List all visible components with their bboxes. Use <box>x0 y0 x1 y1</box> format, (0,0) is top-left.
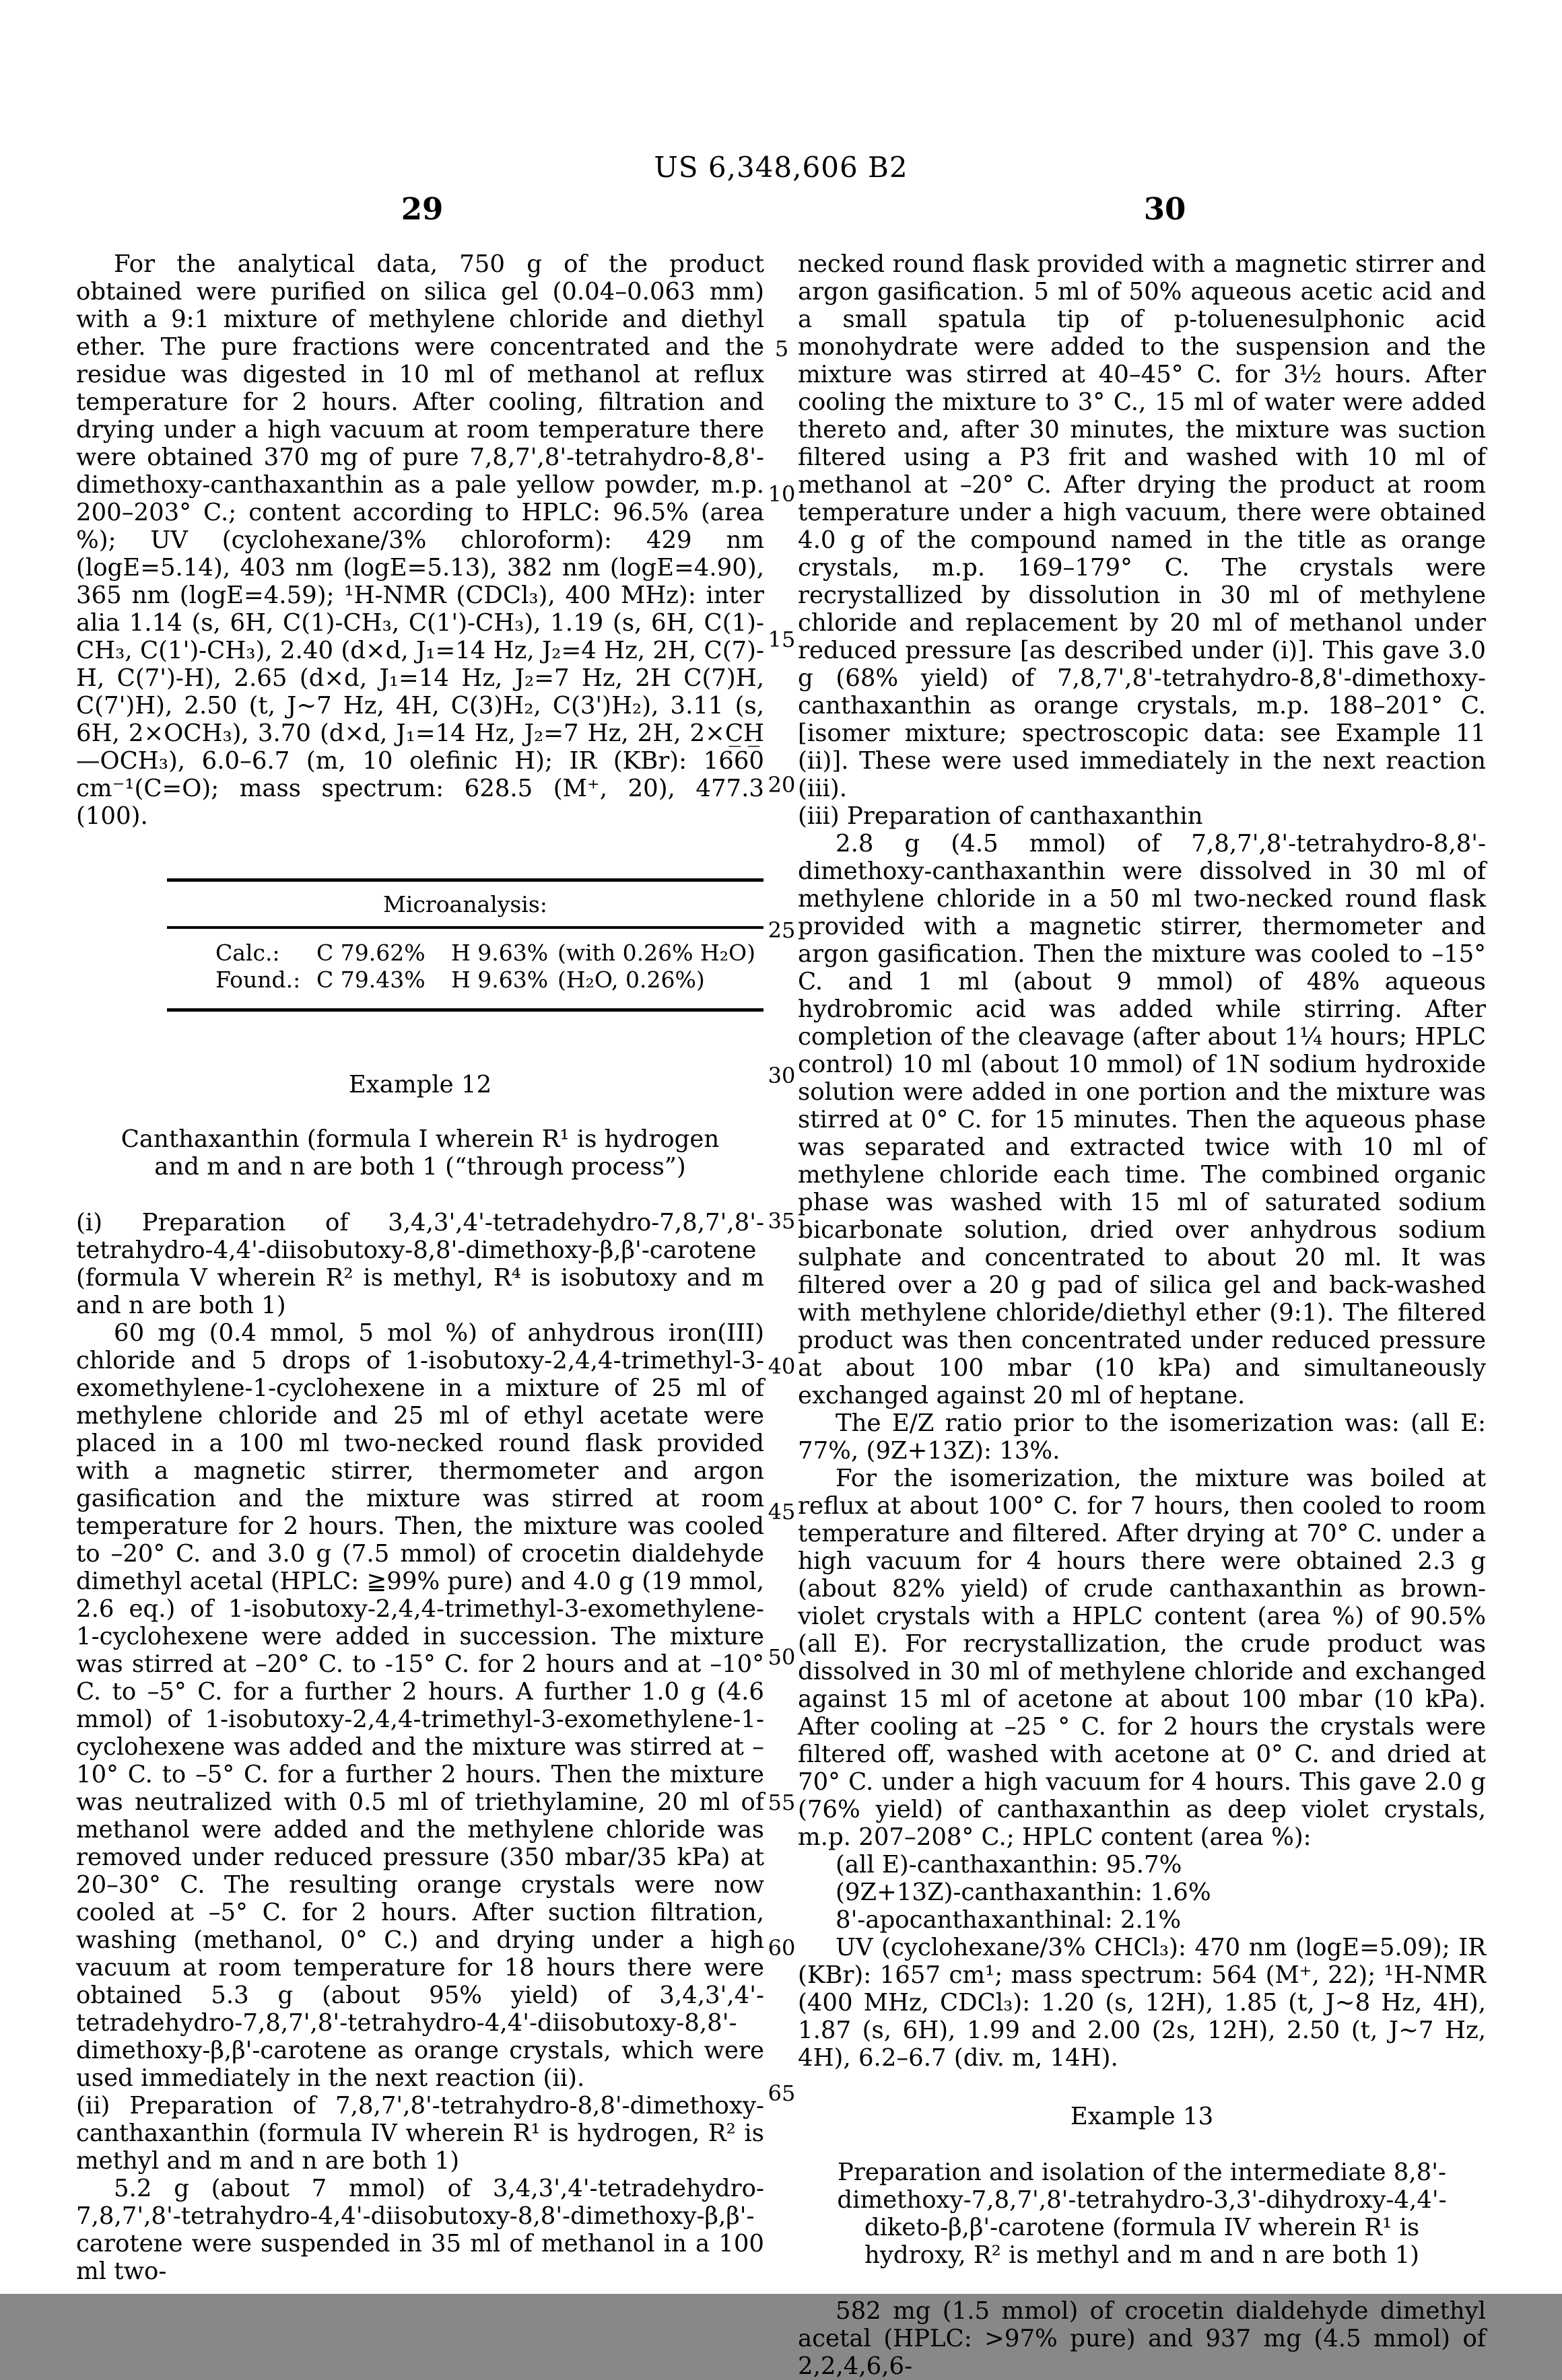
paragraph-isomerization: For the isomerization, the mixture was boiled at reflux at about 100° C. for 7 hours, then cooled to room temperature and filtered. After drying at 70° C. under a high vacuum for 4 hours there were obtained 2.3 g (about 82% yield) of crude canthaxanthin as brown-violet crystals with a HPLC content (area %) of 90.5% (all E). For recrystallization, the crude product was dissolved in 30 ml of methylene chloride and exchanged against 15 ml of acetone at about 100 mbar (10 kPa). After cooling at –25 ° C. for 2 hours the crystals were filtered off, washed with acetone at 0° C. and dried at 70° C. under a high vacuum for 4 hours. This gave 2.0 g (76% yield) of canthaxanthin as deep violet crystals, m.p. 207–208° C.; HPLC content (area %): <box>798 1465 1486 1851</box>
example-13-subtitle-line4: hydroxy, R² is methyl and m and n are both 1) <box>864 2241 1420 2269</box>
line-number-55: 55 <box>768 1790 796 1815</box>
example-13-subtitle-line1: Preparation and isolation of the intermediate 8,8'- <box>837 2159 1447 2186</box>
paragraph-step-i: (i) Preparation of 3,4,3',4'-tetradehydro-7,8,7',8'-tetrahydro-4,4'-diisobutoxy-8,8'-dimethoxy-β,β'-carotene (formula V wherein R² is methyl, R⁴ is isobutoxy and m and n are both 1) <box>76 1209 764 1319</box>
calc-note: (with 0.26% H₂O) <box>557 940 755 966</box>
calc-carbon: C 79.62% <box>316 940 426 966</box>
paragraph-uv-data: UV (cyclohexane/3% CHCl₃): 470 nm (logE=5.09); IR (KBr): 1657 cm¹; mass spectrum: 564 (M⁺, 22); ¹H-NMR (400 MHz, CDCl₃): 1.20 (s, 12H), 1.85 (t, J~8 Hz, 4H), 1.87 (s, 6H), 1.99 and 2.00 (2s, 12H), 2.50 (t, J~7 Hz, 4H), 6.2–6.7 (div. m, 14H). <box>798 1934 1486 2072</box>
example-12-heading: Example 12 <box>348 1071 492 1098</box>
line-number-30: 30 <box>768 1063 796 1088</box>
table-row-found <box>167 967 763 993</box>
paragraph-52g: 5.2 g (about 7 mmol) of 3,4,3',4'-tetradehydro-7,8,7',8'-tetrahydro-4,4'-diisobutoxy-8,8'-dimethoxy-β,β'-carotene were suspended in 35 ml of methanol in a 100 ml two- <box>76 2175 764 2285</box>
example-12-subtitle-line1: Canthaxanthin (formula I wherein R¹ is hydrogen <box>121 1125 720 1153</box>
page-number-left: 29 <box>401 191 444 227</box>
line-number-45: 45 <box>768 1499 796 1525</box>
calc-label: Calc.: <box>215 940 280 966</box>
line-number-25: 25 <box>768 917 796 943</box>
microanalysis-table-title: Microanalysis: <box>167 882 763 929</box>
line-number-40: 40 <box>768 1354 796 1379</box>
hplc-list-item-9z13z: (9Z+13Z)-canthaxanthin: 1.6% <box>836 1879 1211 1906</box>
paragraph-ez-ratio: The E/Z ratio prior to the isomerization was: (all E: 77%, (9Z+13Z): 13%. <box>798 1409 1486 1465</box>
hplc-list-item-all-e: (all E)-canthaxanthin: 95.7% <box>836 1851 1182 1879</box>
found-label: Found.: <box>215 967 301 993</box>
left-column <box>76 250 764 2285</box>
found-hydrogen: H 9.63% <box>451 967 549 993</box>
microanalysis-table-body <box>167 929 763 1008</box>
paragraph-step-ii: (ii) Preparation of 7,8,7',8'-tetrahydro-8,8'-dimethoxy-canthaxanthin (formula IV wherein R¹ is hydrogen, R² is methyl and m and n are both 1) <box>76 2092 764 2175</box>
paragraph-step-iii-heading: (iii) Preparation of canthaxanthin <box>798 802 1203 830</box>
paragraph-necked-flask: necked round flask provided with a magnetic stirrer and argon gasification. 5 ml of 50% aqueous acetic acid and a small spatula tip of p-toluenesulphonic acid monohydrate were added to the suspension and the mixture was stirred at 40–45° C. for 3½ hours. After cooling the mixture to 3° C., 15 ml of water were added thereto and, after 30 minutes, the mixture was suction filtered using a P3 frit and washed with 10 ml of methanol at –20° C. After drying the product at room temperature under a high vacuum, there were obtained 4.0 g of the compound named in the title as orange crystals, m.p. 169–179° C. The crystals were recrystallized by dissolution in 30 ml of methylene chloride and replacement by 20 ml of methanol under reduced pressure [as described under (i)]. This gave 3.0 g (68% yield) of 7,8,7',8'-tetrahydro-8,8'-dimethoxy-canthaxanthin as orange crystals, m.p. 188–201° C. [isomer mixture; spectroscopic data: see Example 11 (ii)]. These were used immediately in the next reaction (iii). <box>798 250 1486 802</box>
table-row-calc <box>167 940 763 967</box>
patent-number: US 6,348,606 B2 <box>654 151 908 184</box>
example-13-subtitle-line3: diketo-β,β'-carotene (formula IV wherein R¹ is <box>864 2214 1420 2241</box>
line-number-20: 20 <box>768 772 796 798</box>
line-number-35: 35 <box>768 1208 796 1234</box>
example-13-heading: Example 13 <box>1070 2103 1214 2130</box>
microanalysis-table <box>167 878 763 1012</box>
line-number-60: 60 <box>768 1935 796 1961</box>
line-number-15: 15 <box>768 627 796 652</box>
example-12-subtitle-line2: and m and n are both 1 (“through process”) <box>154 1153 686 1181</box>
example-13-subtitle-line2: dimethoxy-7,8,7',8'-tetrahydro-3,3'-dihydroxy-4,4'- <box>837 2186 1447 2214</box>
paragraph-analytical-data: For the analytical data, 750 g of the product obtained were purified on silica gel (0.04–0.063 mm) with a 9:1 mixture of methylene chloride and diethyl ether. The pure fractions were concentrated and the residue was digested in 10 ml of methanol at reflux temperature for 2 hours. After cooling, filtration and drying under a high vacuum at room temperature there were obtained 370 mg of pure 7,8,7',8'-tetrahydro-8,8'-dimethoxy-canthaxanthin as a pale yellow powder, m.p. 200–203° C.; content according to HPLC: 96.5% (area %); UV (cyclohexane/3% chloroform): 429 nm (logE=5.14), 403 nm (logE=5.13), 382 nm (logE=4.90), 365 nm (logE=4.59); ¹H-NMR (CDCl₃), 400 MHz): inter alia 1.14 (s, 6H, C(1)-CH₃, C(1')-CH₃), 1.19 (s, 6H, C(1)-CH₃, C(1')-CH₃), 2.40 (d×d, J₁=14 Hz, J₂=4 Hz, 2H, C(7)-H, C(7')-H), 2.65 (d×d, J₁=14 Hz, J₂=7 Hz, 2H C(7)H, C(7')H), 2.50 (t, J~7 Hz, 4H, C(3)H₂, C(3')H₂), 3.11 (s, 6H, 2×OCH₃), 3.70 (d×d, J₁=14 Hz, J₂=7 Hz, 2H, 2×C̲H̲—OCH₃), 6.0–6.7 (m, 10 olefinic H); IR (KBr): 1660 cm⁻¹(C=O); mass spectrum: 628.5 (M⁺, 20), 477.3 (100). <box>76 250 764 830</box>
paragraph-28g: 2.8 g (4.5 mmol) of 7,8,7',8'-tetrahydro-8,8'-dimethoxy-canthaxanthin were dissolved in 30 ml of methylene chloride in a 50 ml two-necked round flask provided with a magnetic stirrer, thermometer and argon gasification. Then the mixture was cooled to –15° C. and 1 ml (about 9 mmol) of 48% aqueous hydrobromic acid was added while stirring. After completion of the cleavage (after about 1¼ hours; HPLC control) 10 ml (about 10 mmol) of 1N sodium hydroxide solution were added in one portion and the mixture was stirred at 0° C. for 15 minutes. Then the aqueous phase was separated and extracted twice with 10 ml of methylene chloride each time. The combined organic phase was washed with 15 ml of saturated sodium bicarbonate solution, dried over anhydrous sodium sulphate and concentrated to about 20 ml. It was filtered over a 20 g pad of silica gel and back-washed with methylene chloride/diethyl ether (9:1). The filtered product was then concentrated under reduced pressure at about 100 mbar (10 kPa) and simultaneously exchanged against 20 ml of heptane. <box>798 830 1486 1409</box>
right-column <box>798 250 1486 2380</box>
page-number-right: 30 <box>1143 191 1186 227</box>
found-carbon: C 79.43% <box>316 967 426 993</box>
found-note: (H₂O, 0.26%) <box>557 967 705 993</box>
line-number-50: 50 <box>768 1644 796 1670</box>
line-number-65: 65 <box>768 2080 796 2106</box>
hplc-list-item-apo: 8'-apocanthaxanthinal: 2.1% <box>836 1906 1182 1934</box>
line-number-10: 10 <box>768 481 796 507</box>
line-number-5: 5 <box>774 336 789 361</box>
paragraph-582mg: 582 mg (1.5 mmol) of crocetin dialdehyde dimethyl acetal (HPLC: >97% pure) and 937 mg (4.5 mmol) of 2,2,4,6,6- <box>798 2297 1486 2380</box>
calc-hydrogen: H 9.63% <box>451 940 549 966</box>
paragraph-60mg: 60 mg (0.4 mmol, 5 mol %) of anhydrous iron(III) chloride and 5 drops of 1-isobutoxy-2,4,4-trimethyl-3-exomethylene-1-cyclohexene in a mixture of 25 ml of methylene chloride and 25 ml of ethyl acetate were placed in a 100 ml two-necked round flask provided with a magnetic stirrer, thermometer and argon gasification and the mixture was stirred at room temperature for 2 hours. Then, the mixture was cooled to –20° C. and 3.0 g (7.5 mmol) of crocetin dialdehyde dimethyl acetal (HPLC: ≧99% pure) and 4.0 g (19 mmol, 2.6 eq.) of 1-isobutoxy-2,4,4-trimethyl-3-exomethylene-1-cyclohexene were added in succession. The mixture was stirred at –20° C. to -15° C. for 2 hours and at –10° C. to –5° C. for a further 2 hours. A further 1.0 g (4.6 mmol) of 1-isobutoxy-2,4,4-trimethyl-3-exomethylene-1-cyclohexene was added and the mixture was stirred at –10° C. to –5° C. for a further 2 hours. Then the mixture was neutralized with 0.5 ml of triethylamine, 20 ml of methanol were added and the methylene chloride was removed under reduced pressure (350 mbar/35 kPa) at 20–30° C. The resulting orange crystals were now cooled at –5° C. for 2 hours. After suction filtration, washing (methanol, 0° C.) and drying under a high vacuum at room temperature for 18 hours there were obtained 5.3 g (about 95% yield) of 3,4,3',4'-tetradehydro-7,8,7',8'-tetrahydro-4,4'-diisobutoxy-8,8'-dimethoxy-β,β'-carotene as orange crystals, which were used immediately in the next reaction (ii). <box>76 1319 764 2092</box>
